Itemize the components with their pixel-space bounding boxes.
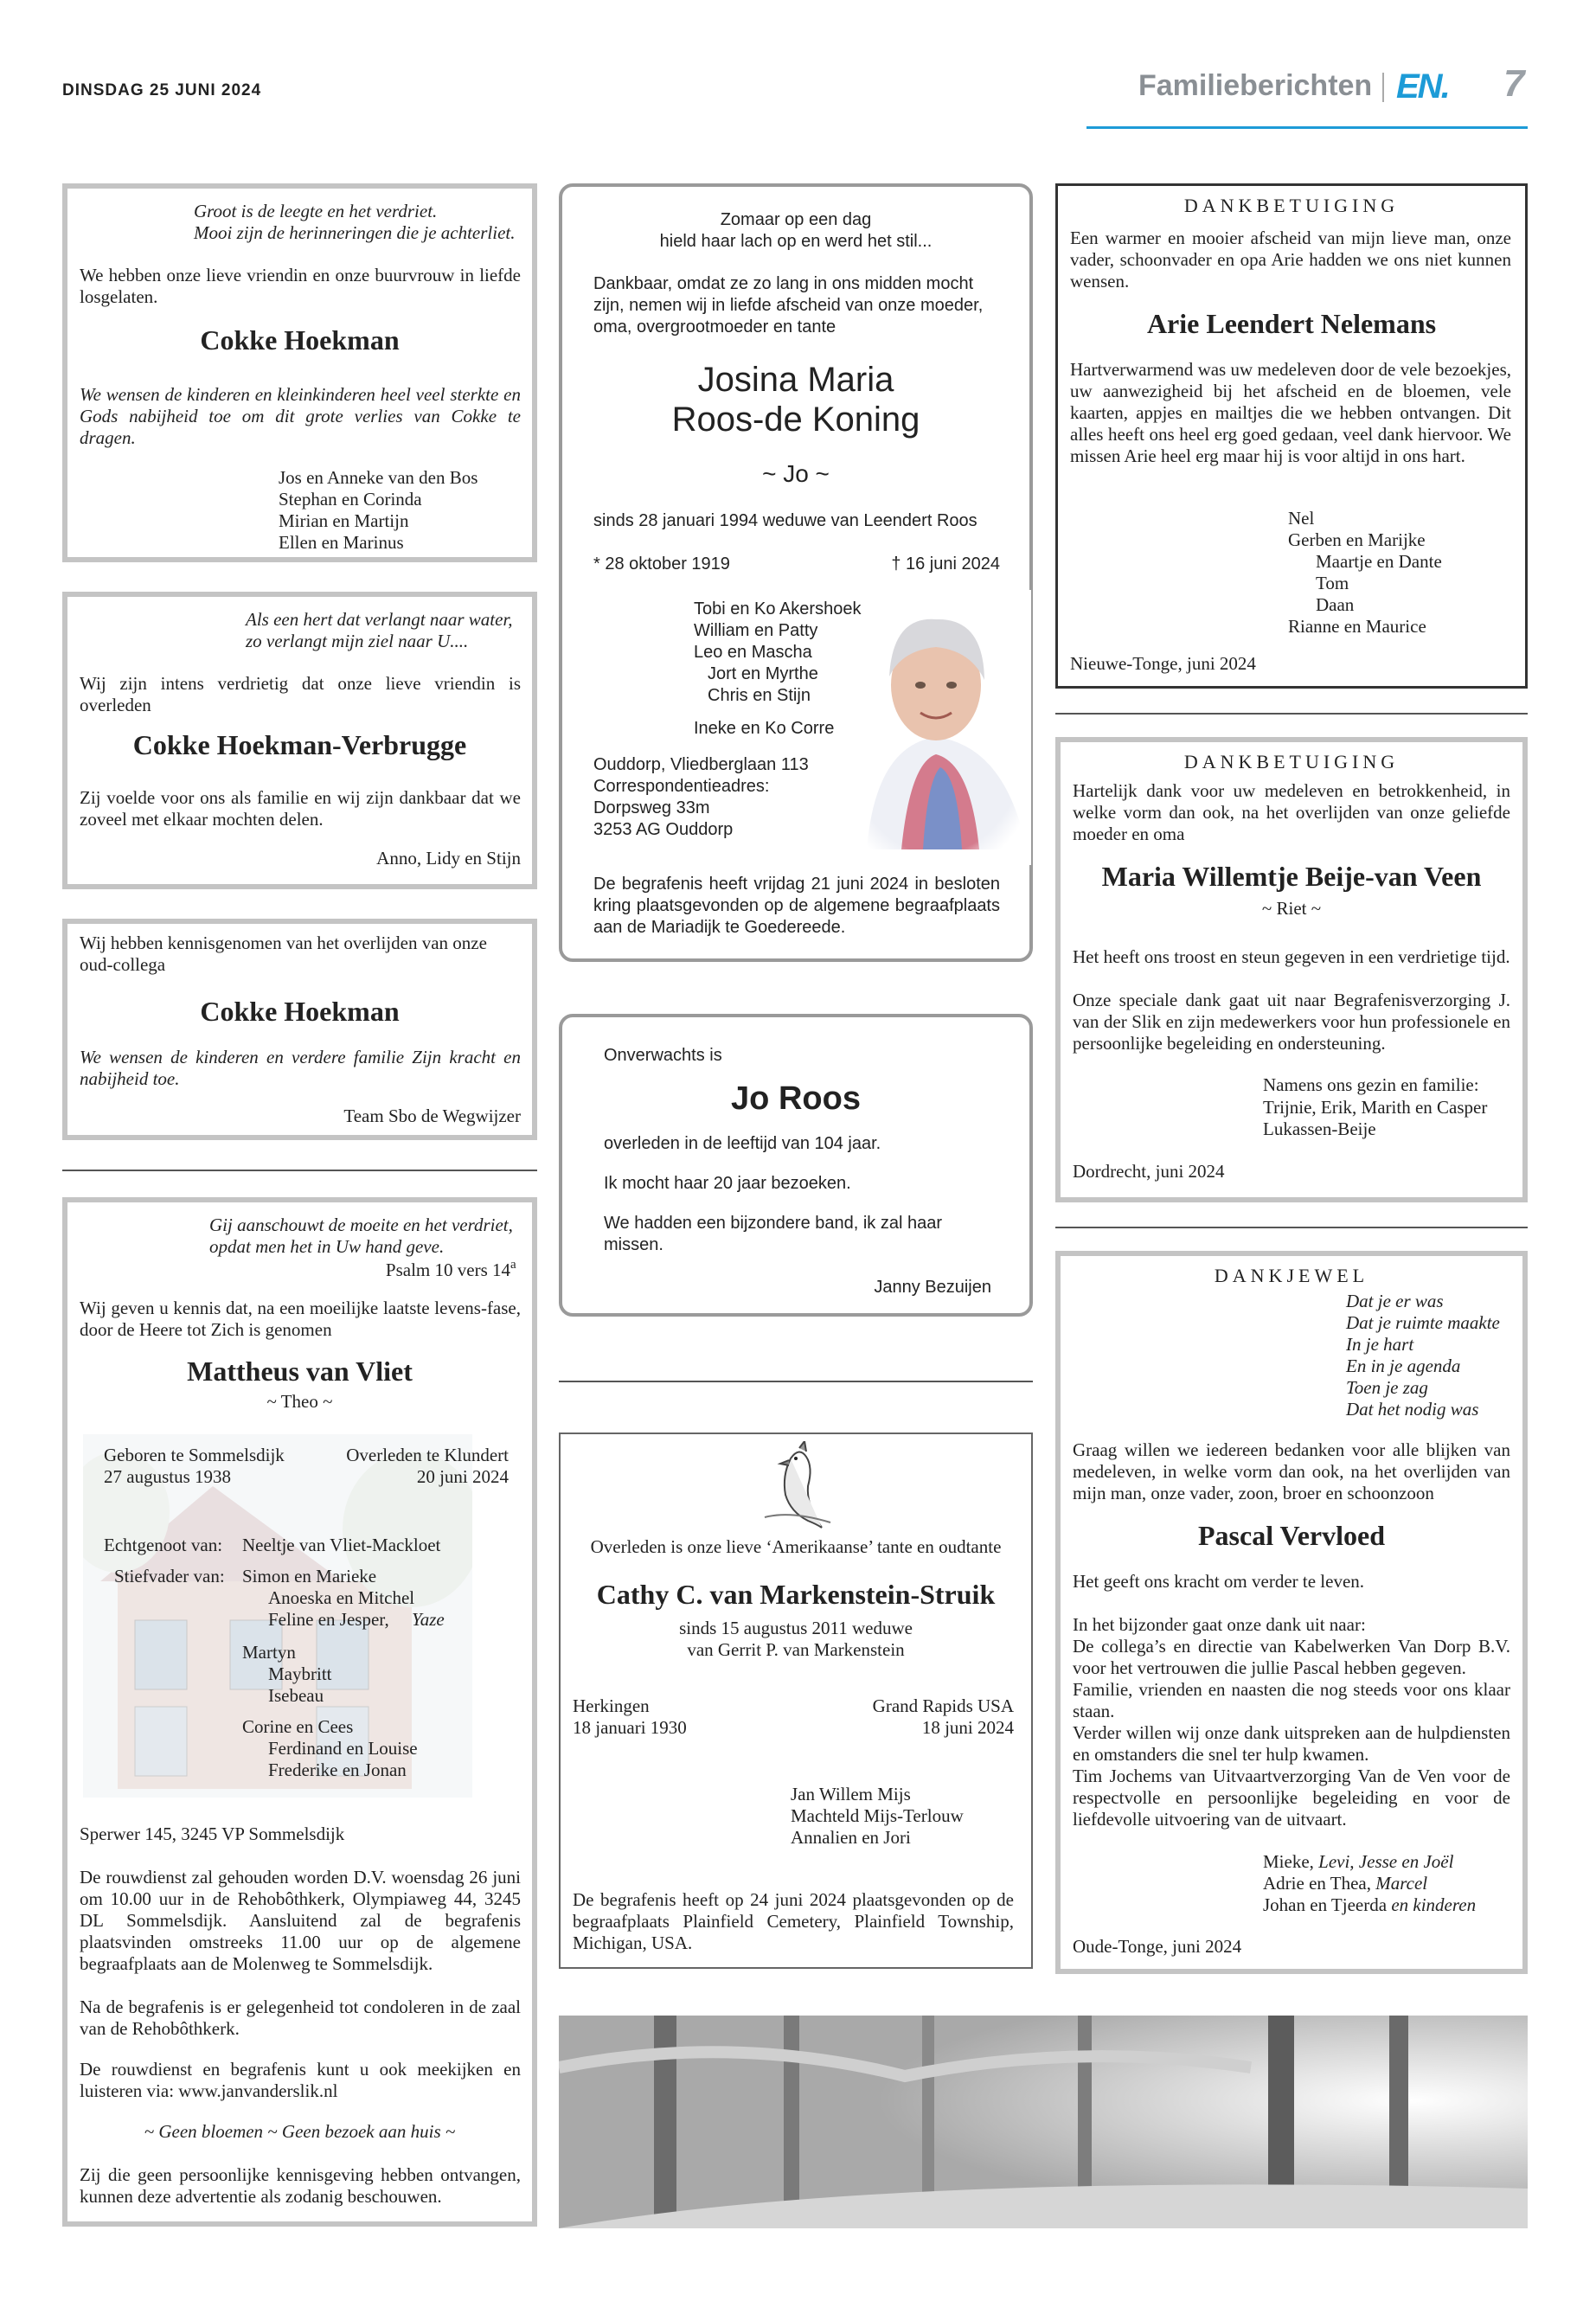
thanks-ad-arie-nelemans xyxy=(1055,183,1528,689)
column-separator xyxy=(559,1381,1033,1382)
signer: Maartje en Dante xyxy=(1316,551,1442,572)
nickname: ~ Theo ~ xyxy=(266,1391,333,1412)
deceased-name: Cokke Hoekman-Verbrugge xyxy=(132,729,467,760)
deceased-name: Cathy C. van Markenstein-Struik xyxy=(596,1579,996,1610)
page-number: 7 xyxy=(1503,62,1525,105)
column-separator xyxy=(1055,1227,1528,1228)
poem-line: Dat je ruimte maakte xyxy=(1346,1312,1500,1333)
ad-heading: DANKJEWEL xyxy=(1214,1265,1369,1286)
visit-text: Ik mocht haar 20 jaar bezoeken. xyxy=(604,1174,851,1193)
bond-text: We hadden een bijzondere band, ik zal haar missen. xyxy=(604,1214,943,1254)
signer: Janny Bezuijen xyxy=(874,1278,991,1297)
signer: Rianne en Maurice xyxy=(1288,616,1426,637)
intro-text: Wij hebben kennisgenomen van het overlijden van onze oud-collega xyxy=(80,933,487,975)
signer: Jos en Anneke van den Bos xyxy=(279,467,478,488)
nickname: ~ Riet ~ xyxy=(1261,898,1322,919)
signer: Lukassen-Beije xyxy=(1263,1118,1376,1139)
wish-text: We wensen de kinderen en verdere familie Zijn kracht en nabijheid toe. xyxy=(80,1047,521,1089)
thanks-ad-maria-beije-van-veen xyxy=(1055,737,1528,1202)
signer-children: Marcel xyxy=(1375,1873,1428,1894)
strength-text: Het geeft ons kracht om verder te leven. xyxy=(1073,1571,1365,1592)
thanks-line: Tim Jochems van Uitvaartverzorging Van de Ven voor de respectvolle en persoonlijke begeleiding en voor de liefdevolle uitvoering van de uitvaart. xyxy=(1073,1766,1510,1830)
poem-line: Toen je zag xyxy=(1346,1377,1428,1398)
born-label: Geboren te Sommelsdijk xyxy=(104,1445,285,1465)
signer xyxy=(1263,1851,1453,1873)
signer: Tom xyxy=(1316,573,1349,593)
died-label: Overleden te Klundert xyxy=(346,1445,509,1465)
deceased-name-last: Roos-de Koning xyxy=(671,401,920,439)
signer: Daan xyxy=(1316,594,1355,615)
signer: Namens ons gezin en familie: xyxy=(1263,1074,1479,1095)
signer: Nel xyxy=(1288,508,1315,529)
death-date: † 16 juni 2024 xyxy=(891,554,1000,574)
intro-text: Hartelijk dank voor uw medeleven en betrokkenheid, in welke vorm dan ook, na het overlijden van onze geliefde moeder en oma xyxy=(1073,780,1510,844)
wish-text: We wensen de kinderen en kleinkinderen heel veel sterkte en Gods nabijheid toe om dit grote verlies van Cokke te dragen. xyxy=(80,384,521,448)
deceased-name: Cokke Hoekman xyxy=(200,324,400,356)
spouse-name: Neeltje van Vliet-Mackloet xyxy=(242,1535,441,1555)
signer: Trijnie, Erik, Marith en Casper xyxy=(1263,1097,1488,1118)
quote-line: opdat men het in Uw hand geve. xyxy=(209,1236,445,1257)
column-separator xyxy=(62,1170,537,1171)
obituary-ad-cokke-hoekman-1 xyxy=(62,183,537,562)
quote-line: zo verlangt mijn ziel naar U.... xyxy=(246,631,469,651)
intro-text: Wij zijn intens verdrietig dat onze lieve vriendin is overleden xyxy=(80,673,521,715)
place-date: Oude-Tonge, juni 2024 xyxy=(1073,1936,1242,1957)
address-line: Ouddorp, Vliedberglaan 113 xyxy=(593,755,809,774)
home-address: Sperwer 145, 3245 VP Sommelsdijk xyxy=(80,1823,345,1844)
psalm-superscript: a xyxy=(510,1258,516,1272)
thanks-line: Familie, vrienden en naasten die nog steeds voor ons klaar staan. xyxy=(1073,1679,1510,1721)
deceased-name-first: Josina Maria xyxy=(697,361,894,399)
thanks-line: Verder willen wij onze dank uitspreken aan de hulpdiensten en omstanders die snel ter hulp kwamen. xyxy=(1073,1722,1510,1765)
family-member: Simon en Marieke xyxy=(242,1566,377,1586)
obituary-ad-jo-roos xyxy=(559,1014,1033,1317)
poem-line: Dat je er was xyxy=(1346,1291,1444,1311)
header-divider xyxy=(1382,73,1384,102)
no-flowers-note: ~ Geen bloemen ~ Geen bezoek aan huis ~ xyxy=(144,2121,456,2142)
quote-line: Groot is de leegte en het verdriet. xyxy=(194,201,438,221)
family-member: Leo en Mascha xyxy=(694,643,812,662)
birth-date: * 28 oktober 1919 xyxy=(593,554,730,574)
family-member: Ineke en Ko Corre xyxy=(694,719,835,738)
psalm-reference: Psalm 10 vers 14 xyxy=(385,1259,510,1280)
obituary-ad-josina-maria-roos xyxy=(559,183,1033,962)
quote-line: Mooi zijn de herinneringen die je achterliet. xyxy=(194,222,516,243)
ad-heading: DANKBETUIGING xyxy=(1183,751,1400,772)
intro-text: Graag willen we iedereen bedanken voor alle blijken van medeleven, in welke vorm dan ook, na het overlijden van mijn man, onze vader, zoon, broer en schoonzoon xyxy=(1073,1439,1510,1503)
page-date: DINSDAG 25 JUNI 2024 xyxy=(62,81,262,99)
signer: Ellen en Marinus xyxy=(279,532,404,553)
thanks-ad-pascal-vervloed xyxy=(1055,1251,1528,1974)
birth-date: 18 januari 1930 xyxy=(573,1717,687,1738)
birth-place: Herkingen xyxy=(573,1695,650,1716)
obituary-ad-cathy-van-markenstein xyxy=(559,1433,1033,1969)
quote-line: hield haar lach op en werd het stil... xyxy=(659,232,933,251)
deceased-name: Jo Roos xyxy=(731,1080,861,1117)
place-date: Dordrecht, juni 2024 xyxy=(1073,1161,1225,1182)
widow-text: sinds 15 augustus 2011 weduwe xyxy=(679,1618,913,1638)
forest-photo xyxy=(559,2016,1528,2228)
funeral-details: De begrafenis heeft vrijdag 21 juni 2024 in besloten kring plaatsgevonden op de algemene begraafplaats aan de Mariadijk te Goedereede. xyxy=(593,875,1000,937)
livestream-details: De rouwdienst en begrafenis kunt u ook meekijken en luisteren via: www.janvanderslik.nl xyxy=(80,2059,521,2101)
condolence-details: Na de begrafenis is er gelegenheid tot condoleren in de zaal van de Rehobôthkerk. xyxy=(80,1997,521,2039)
family-note: Yaze xyxy=(412,1609,445,1630)
family-member: Chris en Stijn xyxy=(708,686,811,705)
service-details: De rouwdienst zal gehouden worden D.V. woensdag 26 juni om 10.00 uur in de Rehobôthkerk, Olympiaweg 44, 3245 DL Sommelsdijk. Aansluitend zal de begrafenis plaatsvinden omstreeks 11.00 uur op de algemene begraafplaats aan de Molenweg te Sommelsdijk. xyxy=(80,1867,521,1974)
obituary-ad-cokke-hoekman-colleagues xyxy=(62,919,537,1140)
quote-line: Zomaar op een dag xyxy=(720,210,872,229)
intro-text: Wij geven u kennis dat, na een moeilijke laatste levens-fase, door de Heere tot Zich is genomen xyxy=(80,1298,521,1340)
nickname: ~ Jo ~ xyxy=(762,460,830,487)
address-line: Correspondentieadres: xyxy=(593,777,770,796)
intro-text: We hebben onze lieve vriendin en onze buurvrouw in liefde losgelaten. xyxy=(80,265,521,307)
family-member: Corine en Cees xyxy=(242,1716,354,1737)
born-date: 27 augustus 1938 xyxy=(104,1466,231,1487)
intro-text: Onverwachts is xyxy=(604,1046,722,1065)
header-rule xyxy=(1086,126,1528,129)
deceased-name: Maria Willemtje Beije-van Veen xyxy=(1101,861,1482,892)
family-member: Frederike en Jonan xyxy=(268,1759,407,1780)
intro-text: Dankbaar, omdat ze zo lang in ons midden mocht zijn, nemen wij in liefde afscheid van onze moeder, oma, overgrootmoeder en tante xyxy=(593,274,984,336)
signer: Mirian en Martijn xyxy=(279,510,409,531)
bird-drawing xyxy=(756,1441,839,1536)
deceased-name: Cokke Hoekman xyxy=(200,996,400,1027)
family-member: Martyn xyxy=(242,1642,296,1663)
died-date: 20 juni 2024 xyxy=(416,1466,509,1487)
family-member: Feline en Jesper, xyxy=(268,1609,389,1630)
signer-children: Levi, Jesse en Joël xyxy=(1318,1851,1454,1872)
body-text: Zij voelde voor ons als familie en wij zijn dankbaar dat we zoveel met elkaar mochten delen. xyxy=(80,787,521,830)
body-text: Onze speciale dank gaat uit naar Begrafenisverzorging J. van der Slik en zijn medewerkers voor hun professionele en persoonlijke begeleiding en ondersteuning. xyxy=(1073,990,1510,1054)
poem-line: In je hart xyxy=(1346,1334,1414,1355)
body-text: Het heeft ons troost en steun gegeven in een verdrietige tijd. xyxy=(1073,946,1510,967)
thanks-line: In het bijzonder gaat onze dank uit naar: xyxy=(1073,1614,1366,1635)
column-separator xyxy=(1055,713,1528,715)
closing-note: Zij die geen persoonlijke kennisgeving hebben ontvangen, kunnen deze advertentie als zodanig beschouwen. xyxy=(80,2164,521,2207)
deceased-name: Arie Leendert Nelemans xyxy=(1146,308,1437,339)
family-member: Isebeau xyxy=(268,1685,324,1706)
signer: Machteld Mijs-Terlouw xyxy=(791,1805,964,1826)
deceased-name: Pascal Vervloed xyxy=(1198,1520,1385,1551)
death-place: Grand Rapids USA xyxy=(872,1695,1014,1716)
family-member: William en Patty xyxy=(694,621,818,640)
quote-line: Als een hert dat verlangt naar water, xyxy=(246,609,513,630)
signer: Annalien en Jori xyxy=(791,1827,911,1848)
death-date: 18 juni 2024 xyxy=(921,1717,1014,1738)
poem-line: Dat het nodig was xyxy=(1346,1399,1479,1420)
widow-text: van Gerrit P. van Markenstein xyxy=(687,1639,905,1660)
signer xyxy=(1263,1873,1427,1894)
ad-heading: DANKBETUIGING xyxy=(1183,195,1400,216)
poem-line: En in je agenda xyxy=(1346,1356,1461,1376)
thanks-line: De collega’s en directie van Kabelwerken Van Dorp B.V. voor het vertrouwen die jullie Pascal hebben gegeven. xyxy=(1073,1636,1510,1678)
signer xyxy=(1263,1894,1476,1916)
address-line: Dorpsweg 33m xyxy=(593,798,710,817)
stepfather-label: Stiefvader van: xyxy=(114,1566,225,1586)
intro-text: Overleden is onze lieve ‘Amerikaanse’ tante en oudtante xyxy=(590,1536,1002,1557)
signer: Anno, Lidy en Stijn xyxy=(376,848,521,868)
body-text: Hartverwarmend was uw medeleven door de vele bezoekjes, uw aanwezigheid bij het afscheid en de bloemen, vele kaarten, appjes en mailtjes die we hebben ontvangen. Dit alles heeft ons heel erg goed gedaan, veel dank hiervoor. We missen Arie heel erg maar hij is voor altijd in ons hart. xyxy=(1070,359,1511,466)
obituary-ad-mattheus-van-vliet xyxy=(62,1197,537,2227)
place-date: Nieuwe-Tonge, juni 2024 xyxy=(1070,653,1256,674)
section-title: Familieberichten xyxy=(1138,69,1373,102)
intro-text: Een warmer en mooier afscheid van mijn lieve man, onze vader, schoonvader en opa Arie hadden we ons niet kunnen wensen. xyxy=(1070,228,1511,292)
signer: Gerben en Marijke xyxy=(1288,529,1426,550)
family-member: Tobi en Ko Akershoek xyxy=(694,599,862,619)
portrait-photo xyxy=(841,590,1031,865)
widow-text: sinds 28 januari 1994 weduwe van Leendert Roos xyxy=(593,511,977,530)
signer-name: Adrie en Thea, xyxy=(1263,1873,1371,1894)
signer-name: Mieke, xyxy=(1263,1851,1314,1872)
signer: Stephan en Corinda xyxy=(279,489,422,510)
funeral-details: De begrafenis heeft op 24 juni 2024 plaatsgevonden op de begraafplaats Plainfield Cemetery, Plainfield Township, Michigan, USA. xyxy=(573,1889,1014,1953)
address-line: 3253 AG Ouddorp xyxy=(593,820,734,839)
newspaper-logo: EN. xyxy=(1396,67,1449,106)
age-text: overleden in de leeftijd van 104 jaar. xyxy=(604,1134,881,1153)
deceased-name: Mattheus van Vliet xyxy=(187,1356,413,1387)
signer: Jan Willem Mijs xyxy=(791,1784,911,1804)
signer-children: en kinderen xyxy=(1391,1894,1477,1915)
spouse-label: Echtgenoot van: xyxy=(104,1535,223,1555)
family-member: Maybritt xyxy=(268,1663,332,1684)
family-member: Anoeska en Mitchel xyxy=(268,1587,415,1608)
signer-name: Johan en Tjeerda xyxy=(1263,1894,1388,1915)
family-member: Jort en Myrthe xyxy=(708,664,818,683)
signer: Team Sbo de Wegwijzer xyxy=(343,1106,521,1126)
obituary-ad-cokke-hoekman-verbrugge xyxy=(62,592,537,889)
quote-line: Gij aanschouwt de moeite en het verdriet, xyxy=(209,1215,513,1235)
family-member: Ferdinand en Louise xyxy=(268,1738,418,1759)
